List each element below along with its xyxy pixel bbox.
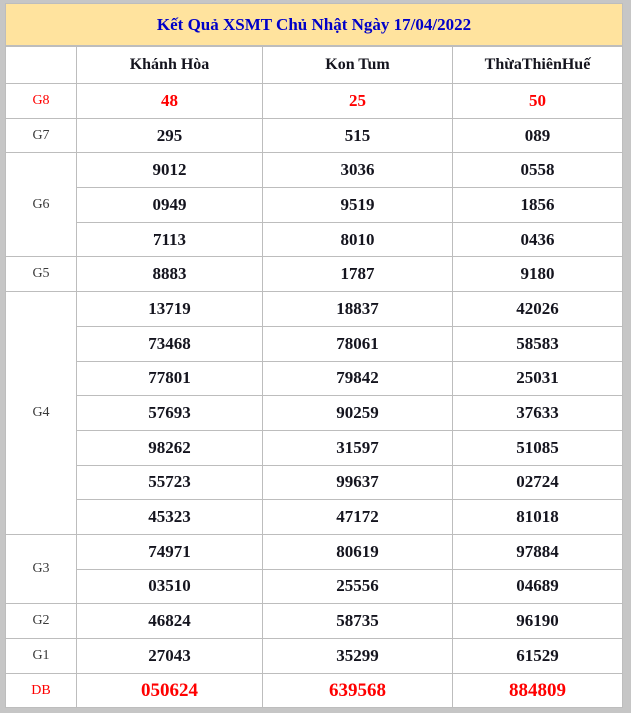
result-cell: 9519 [263, 188, 453, 223]
table-row-g5 [6, 257, 623, 292]
result-cell: 1787 [263, 257, 453, 292]
result-cell: 18837 [263, 292, 453, 327]
prize-label-g4: G4 [6, 292, 77, 535]
prize-label-g2: G2 [6, 604, 77, 639]
result-cell: 25 [263, 84, 453, 119]
column-header-khanh-hoa: Khánh Hòa [77, 46, 263, 84]
result-cell: 8883 [77, 257, 263, 292]
result-cell: 78061 [263, 326, 453, 361]
table-row-g4 [6, 430, 623, 465]
result-cell: 42026 [453, 292, 623, 327]
result-cell: 9012 [77, 153, 263, 188]
result-cell: 089 [453, 118, 623, 153]
prize-label-g3: G3 [6, 534, 77, 603]
result-cell: 515 [263, 118, 453, 153]
result-cell: 0558 [453, 153, 623, 188]
result-cell: 47172 [263, 500, 453, 535]
table-row-g4 [6, 361, 623, 396]
result-cell: 35299 [263, 639, 453, 674]
table-row-g6 [6, 188, 623, 223]
result-cell: 31597 [263, 430, 453, 465]
corner-cell [6, 46, 77, 84]
result-cell: 96190 [453, 604, 623, 639]
table-row-g4 [6, 500, 623, 535]
table-row-g7 [6, 118, 623, 153]
result-cell: 25556 [263, 569, 453, 604]
column-header-row [6, 46, 623, 84]
table-row-g8 [6, 84, 623, 119]
table-row-g1 [6, 639, 623, 674]
title-row [6, 4, 623, 47]
result-cell: 81018 [453, 500, 623, 535]
result-cell: 050624 [77, 673, 263, 708]
table-row-db [6, 673, 623, 708]
result-cell: 46824 [77, 604, 263, 639]
table-row-g4 [6, 465, 623, 500]
result-cell: 77801 [77, 361, 263, 396]
column-header-kon-tum: Kon Tum [263, 46, 453, 84]
result-cell: 80619 [263, 534, 453, 569]
result-cell: 0949 [77, 188, 263, 223]
lottery-results-table [5, 3, 623, 708]
result-cell: 13719 [77, 292, 263, 327]
page-title: Kết Quả XSMT Chủ Nhật Ngày 17/04/2022 [6, 4, 623, 47]
prize-label-db: DB [6, 673, 77, 708]
table-row-g4 [6, 396, 623, 431]
prize-label-g6: G6 [6, 153, 77, 257]
result-cell: 8010 [263, 222, 453, 257]
result-cell: 0436 [453, 222, 623, 257]
result-cell: 61529 [453, 639, 623, 674]
result-cell: 7113 [77, 222, 263, 257]
result-cell: 97884 [453, 534, 623, 569]
result-cell: 73468 [77, 326, 263, 361]
result-cell: 79842 [263, 361, 453, 396]
table-row-g4 [6, 292, 623, 327]
result-cell: 48 [77, 84, 263, 119]
result-cell: 639568 [263, 673, 453, 708]
result-cell: 98262 [77, 430, 263, 465]
result-cell: 25031 [453, 361, 623, 396]
table-row-g6 [6, 222, 623, 257]
result-cell: 51085 [453, 430, 623, 465]
result-cell: 1856 [453, 188, 623, 223]
result-cell: 3036 [263, 153, 453, 188]
prize-label-g8: G8 [6, 84, 77, 119]
result-cell: 9180 [453, 257, 623, 292]
result-cell: 55723 [77, 465, 263, 500]
result-cell: 50 [453, 84, 623, 119]
result-cell: 295 [77, 118, 263, 153]
prize-label-g7: G7 [6, 118, 77, 153]
table-row-g3 [6, 534, 623, 569]
result-cell: 45323 [77, 500, 263, 535]
result-cell: 74971 [77, 534, 263, 569]
result-cell: 99637 [263, 465, 453, 500]
result-cell: 04689 [453, 569, 623, 604]
prize-label-g1: G1 [6, 639, 77, 674]
table-row-g3 [6, 569, 623, 604]
result-cell: 58583 [453, 326, 623, 361]
result-cell: 90259 [263, 396, 453, 431]
table-row-g6 [6, 153, 623, 188]
result-cell: 884809 [453, 673, 623, 708]
result-cell: 27043 [77, 639, 263, 674]
result-cell: 02724 [453, 465, 623, 500]
table-row-g4 [6, 326, 623, 361]
prize-label-g5: G5 [6, 257, 77, 292]
column-header-thua-thien-hue: ThừaThiênHuế [453, 46, 623, 84]
result-cell: 37633 [453, 396, 623, 431]
result-cell: 58735 [263, 604, 453, 639]
result-cell: 03510 [77, 569, 263, 604]
result-cell: 57693 [77, 396, 263, 431]
table-row-g2 [6, 604, 623, 639]
